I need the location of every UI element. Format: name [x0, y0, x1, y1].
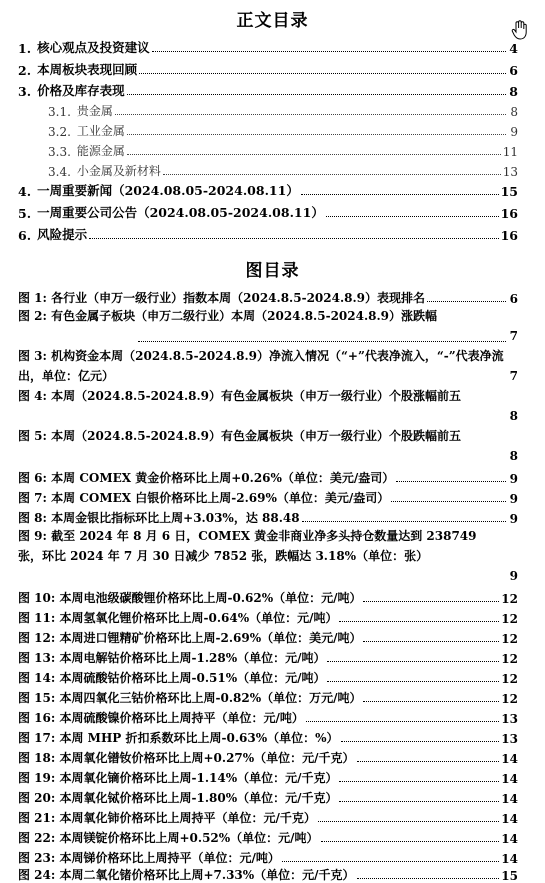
page-number: 12	[501, 692, 518, 706]
figure-entry-5[interactable]: 图 5: 本周（2024.8.5-2024.8.9）有色金属板块（申万一级行业）个股跌幅前五 8	[18, 426, 518, 466]
figure-entry-4[interactable]: 图 4: 本周（2024.8.5-2024.8.9）有色金属板块（申万一级行业）个股涨幅前五 8	[18, 386, 518, 426]
figure-entry-6[interactable]: 图 6: 本周 COMEX 黄金价格环比上周+0.26%（单位：美元/盎司） 9	[18, 471, 518, 486]
page-number: 14	[501, 772, 518, 786]
leader-dots	[391, 501, 506, 502]
leader-dots	[163, 174, 501, 175]
figure-entry-12[interactable]: 图 12: 本周进口锂精矿价格环比上周-2.69%（单位：美元/吨） 12	[18, 631, 518, 646]
leader-dots	[396, 481, 506, 482]
figure-entry-10[interactable]: 图 10: 本周电池级碳酸锂价格环比上周-0.62%（单位：元/吨） 12	[18, 591, 518, 606]
page-number: 14	[501, 792, 518, 806]
toc-entry-3-2[interactable]: 3.2. 工业金属 9	[48, 124, 518, 139]
leader-dots	[357, 878, 500, 879]
leader-dots	[302, 521, 506, 522]
page-number: 12	[501, 632, 518, 646]
page-number: 15	[500, 184, 518, 199]
page-number: 8	[510, 105, 518, 119]
figure-entry-19[interactable]: 图 19: 本周氧化镝价格环比上周-1.14%（单位：元/千克） 14	[18, 771, 518, 786]
figure-entry-1[interactable]: 图 1: 各行业（申万一级行业）指数本周（2024.8.5-2024.8.9）表现排名 6	[18, 291, 518, 306]
page-number: 12	[501, 612, 518, 626]
leader-dots	[301, 194, 499, 195]
leader-dots	[341, 741, 500, 742]
page-number: 14	[501, 832, 518, 846]
leader-dots	[282, 861, 499, 862]
leader-dots	[327, 681, 499, 682]
page-number: 16	[500, 228, 518, 243]
leader-dots	[339, 801, 499, 802]
page-number: 12	[501, 672, 518, 686]
leader-dots	[427, 301, 506, 302]
page-number: 13	[502, 165, 518, 179]
figure-entry-17[interactable]: 图 17: 本周 MHP 折扣系数环比上周-0.63%（单位：%） 13	[18, 731, 518, 746]
leader-dots	[127, 134, 506, 135]
toc-entry-5[interactable]: 5. 一周重要公司公告（2024.08.05-2024.08.11） 16	[18, 205, 518, 221]
leader-dots	[339, 781, 499, 782]
page-number: 9	[509, 472, 518, 486]
page-number: 8	[509, 409, 518, 423]
page-number: 8	[509, 84, 518, 99]
page-number: 6	[509, 292, 518, 306]
leader-dots	[321, 841, 500, 842]
leader-dots	[357, 761, 500, 762]
leader-dots	[326, 216, 499, 217]
figures-title: 图目录	[245, 261, 300, 281]
page-number: 13	[501, 732, 518, 746]
page-number: 14	[501, 852, 518, 866]
figure-entry-14[interactable]: 图 14: 本周硫酸钴价格环比上周-0.51%（单位：元/吨） 12	[18, 671, 518, 686]
toc-title: 正文目录	[236, 11, 309, 31]
figure-entry-11[interactable]: 图 11: 本周氢氧化锂价格环比上周-0.64%（单位：元/吨） 12	[18, 611, 518, 626]
page-number: 11	[502, 145, 518, 159]
toc-entry-3[interactable]: 3. 价格及库存表现 8	[18, 83, 518, 99]
toc-entry-1[interactable]: 1. 核心观点及投资建议 4	[18, 40, 518, 56]
figure-entry-18[interactable]: 图 18: 本周氧化镨钕价格环比上周+0.27%（单位：元/千克） 14	[18, 751, 518, 766]
leader-dots	[152, 51, 506, 52]
figure-entry-7[interactable]: 图 7: 本周 COMEX 白银价格环比上周-2.69%（单位：美元/盎司） 9	[18, 491, 518, 506]
figure-entry-20[interactable]: 图 20: 本周氧化铽价格环比上周-1.80%（单位：元/千克） 14	[18, 791, 518, 806]
leader-dots	[363, 601, 499, 602]
page-number: 13	[501, 712, 518, 726]
page-number: 6	[509, 63, 518, 78]
page-number: 8	[509, 449, 518, 463]
toc-entry-3-3[interactable]: 3.3. 能源金属 11	[48, 144, 518, 159]
page-number: 9	[510, 125, 518, 139]
page-number: 14	[501, 752, 518, 766]
page-number: 12	[501, 592, 518, 606]
page-number: 4	[509, 41, 518, 56]
page-number: 15	[501, 869, 518, 883]
figure-entry-9[interactable]: 图 9: 截至 2024 年 8 月 6 日，COMEX 黄金非商业净多头持仓数量达到 238749 张，环比 2024 年 7 月 30 日减少 7852 张，跌幅达 3.18%（单位：张） 9	[18, 526, 518, 586]
leader-dots	[306, 721, 499, 722]
page-number: 7	[509, 369, 518, 383]
leader-dots	[327, 661, 499, 662]
toc-entry-4[interactable]: 4. 一周重要新闻（2024.08.05-2024.08.11） 15	[18, 183, 518, 199]
page-number: 7	[509, 329, 518, 343]
page-number: 16	[500, 206, 518, 221]
figure-entry-23[interactable]: 图 23: 本周锑价格环比上周持平（单位：元/吨） 14	[18, 851, 518, 866]
figure-entry-8[interactable]: 图 8: 本周金银比指标环比上周+3.03%，达 88.48 9	[18, 511, 518, 526]
toc-entry-2[interactable]: 2. 本周板块表现回顾 6	[18, 62, 518, 78]
page-number: 9	[509, 512, 518, 526]
toc-entry-6[interactable]: 6. 风险提示 16	[18, 227, 518, 243]
leader-dots	[127, 94, 506, 95]
toc-entry-3-4[interactable]: 3.4. 小金属及新材料 13	[48, 164, 518, 179]
leader-dots	[318, 821, 499, 822]
figure-entry-13[interactable]: 图 13: 本周电解钴价格环比上周-1.28%（单位：元/吨） 12	[18, 651, 518, 666]
figure-entry-2[interactable]: 图 2: 有色金属子板块（申万二级行业）本周（2024.8.5-2024.8.9）涨跌幅 7	[18, 306, 518, 346]
leader-dots	[89, 238, 499, 239]
toc-entry-3-1[interactable]: 3.1. 贵金属 8	[48, 104, 518, 119]
leader-dots	[139, 73, 506, 74]
figure-entry-15[interactable]: 图 15: 本周四氧化三钴价格环比上周-0.82%（单位：万元/吨） 12	[18, 691, 518, 706]
page-number: 14	[501, 812, 518, 826]
leader-dots	[127, 154, 501, 155]
figure-entry-3[interactable]: 图 3: 机构资金本周（2024.8.5-2024.8.9）净流入情况（“+”代表净流入，“-”代表净流出，单位：亿元） 7	[18, 346, 518, 386]
figure-entry-21[interactable]: 图 21: 本周氧化铈价格环比上周持平（单位：元/千克） 14	[18, 811, 518, 826]
figure-entry-16[interactable]: 图 16: 本周硫酸镍价格环比上周持平（单位：元/吨） 13	[18, 711, 518, 726]
page-number: 9	[509, 492, 518, 506]
leader-dots	[363, 641, 499, 642]
figure-entry-22[interactable]: 图 22: 本周镁锭价格环比上周+0.52%（单位：元/吨） 14	[18, 831, 518, 846]
figure-entry-24[interactable]: 图 24: 本周二氧化锗价格环比上周+7.33%（单位：元/千克） 15	[18, 868, 518, 883]
page-number: 9	[509, 569, 518, 583]
leader-dots	[339, 621, 499, 622]
leader-dots	[363, 701, 499, 702]
leader-dots	[115, 114, 506, 115]
page-number: 12	[501, 652, 518, 666]
